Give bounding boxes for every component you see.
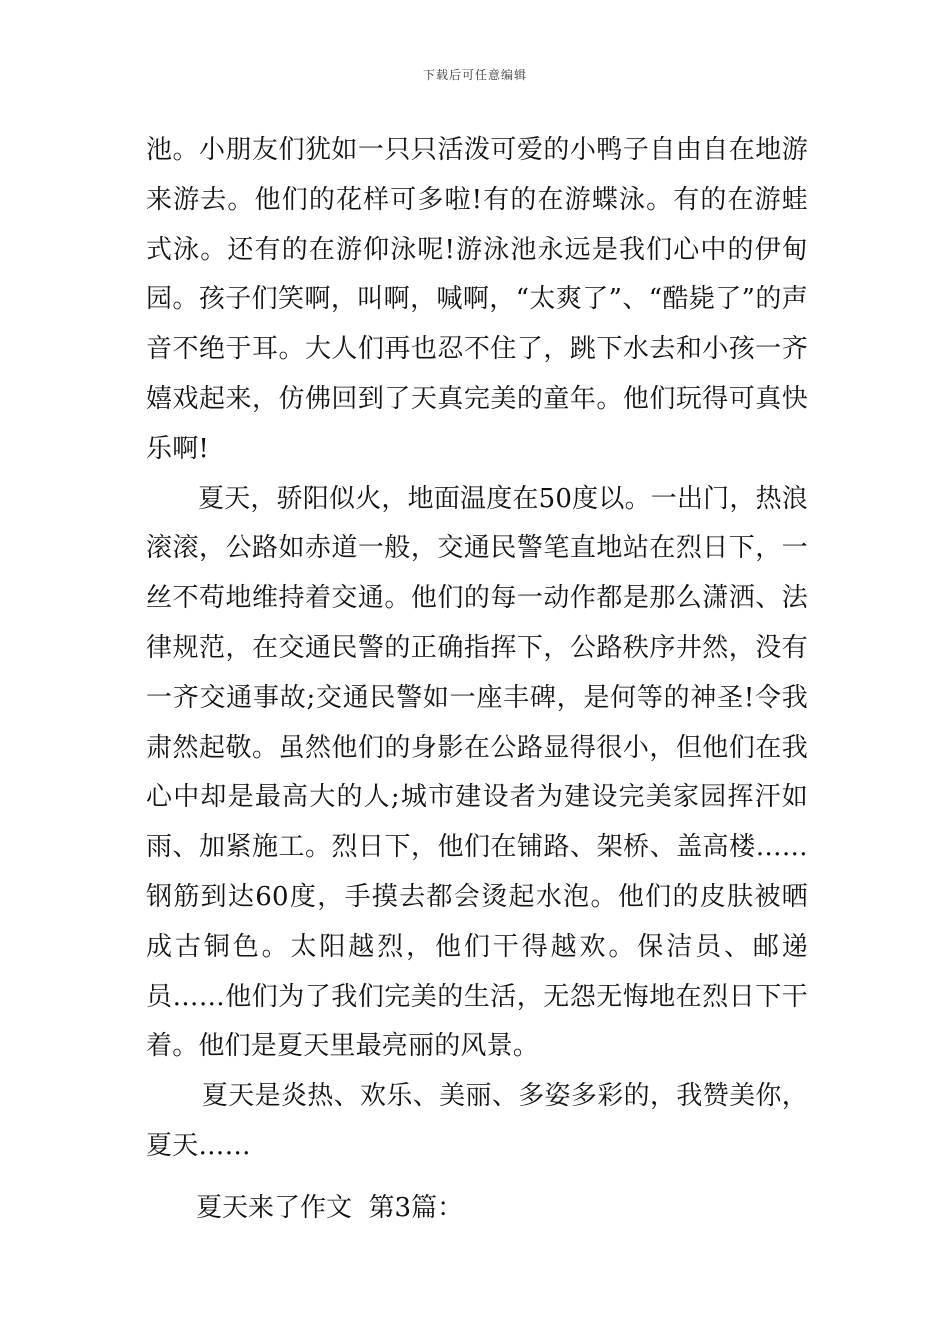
paragraph-summer-praise: 夏天是炎热、欢乐、美丽、多姿多彩的，我赞美你，夏天…… [146,1081,808,1161]
page-header: 下载后可任意编辑 [422,68,527,82]
paragraph-swimming-pool: 池。小朋友们犹如一只只活泼可爱的小鸭子自由自在地游来游去。他们的花样可多啦!有的在游蝶泳。有的在游蛙式泳。还有的在游仰泳呢!游泳池永远是我们心中的伊甸园。孩子们笑啊，叫啊，喊啊，“太爽了”、“酷毙了”的声音不绝于耳。大人们再也忍不住了，跳下水去和小孩一齐嬉戏起来，仿佛回到了天真完美的童年。他们玩得可真快乐啊! [146,135,808,464]
document-body [146,126,808,1234]
section-title: 夏天来了作文 第3篇： [196,1192,464,1223]
paragraph-summer-workers: 夏天，骄阳似火，地面温度在50度以。一出门，热浪滚滚，公路如赤道一般，交通民警笔直地站在烈日下，一丝不苟地维持着交通。他们的每一动作都是那么潇洒、法律规范，在交通民警的正确指挥下，公路秩序井然，没有一齐交通事故;交通民警如一座丰碑，是何等的神圣!令我肃然起敬。虽然他们的身影在公路显得很小，但他们在我心中却是最高大的人;城市建设者为建设完美家园挥汗如雨、加紧施工。烈日下，他们在铺路、架桥、盖高楼……钢筋到达60度，手摸去都会烫起水泡。他们的皮肤被晒成古铜色。太阳越烈，他们干得越欢。保洁员、邮递员……他们为了我们完美的生活，无怨无悔地在烈日下干着。他们是夏天里最亮丽的风景。 [146,483,808,1062]
